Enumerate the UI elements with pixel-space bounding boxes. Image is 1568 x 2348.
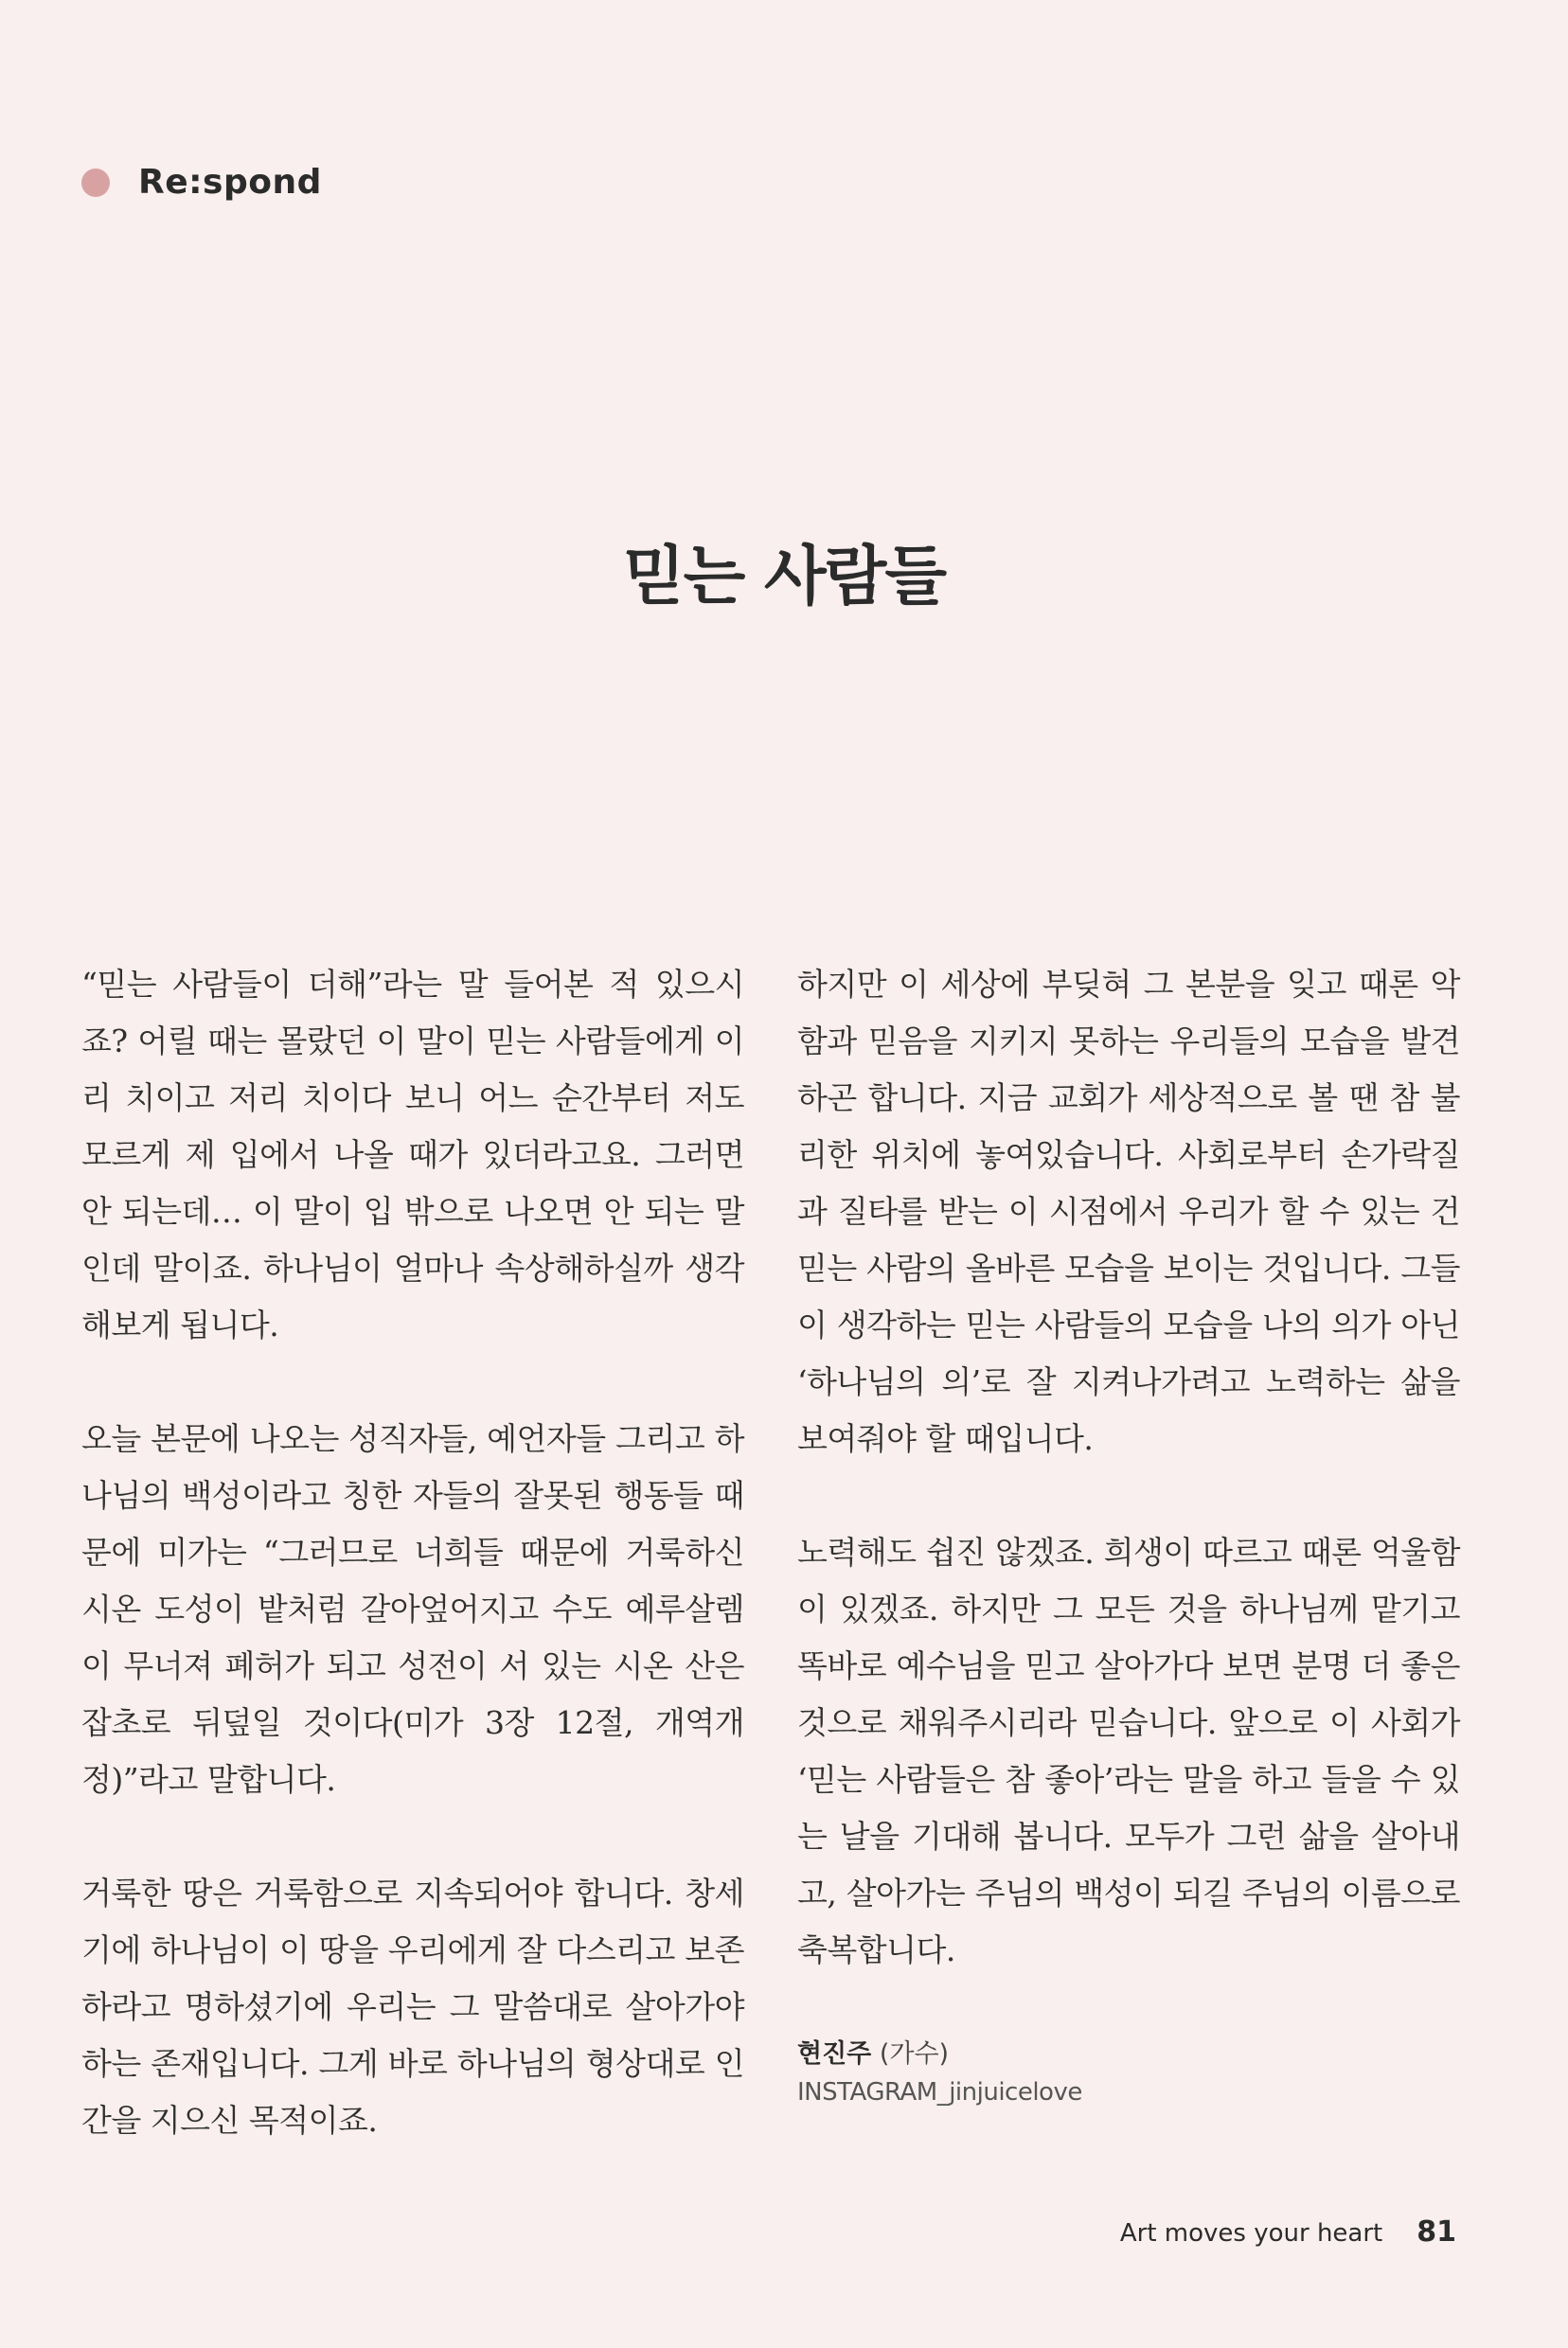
author-byline	[797, 2036, 1460, 2111]
section-dot-icon	[81, 169, 110, 197]
paragraph: 노력해도 쉽진 않겠죠. 희생이 따르고 때론 억울함이 있겠죠. 하지만 그 모든 것을 하나님께 맡기고 똑바로 예수님을 믿고 살아가다 보면 분명 더 좋은 것으로 채워주시리라 믿습니다. 앞으로 이 사회가 ‘믿는 사람들은 참 좋아’라는 말을 하고 들을 수 있는 날을 기대해 봅니다. 모두가 그런 삶을 살아내고, 살아가는 주님의 백성이 되길 주님의 이름으로 축복합니다.	[797, 1534, 1460, 1968]
paragraph: 하지만 이 세상에 부딪혀 그 본분을 잊고 때론 악함과 믿음을 지키지 못하는 우리들의 모습을 발견하곤 합니다. 지금 교회가 세상적으로 볼 땐 참 불리한 위치에 놓여있습니다. 사회로부터 손가락질과 질타를 받는 이 시점에서 우리가 할 수 있는 건 믿는 사람의 올바른 모습을 보이는 것입니다. 그들이 생각하는 믿는 사람들의 모습을 나의 의가 아닌 ‘하나님의 의’로 잘 지켜나가려고 노력하는 삶을 보여줘야 할 때입니다.	[797, 966, 1460, 1457]
paragraph: 오늘 본문에 나오는 성직자들, 예언자들 그리고 하나님의 백성이라고 칭한 자들의 잘못된 행동들 때문에 미가는 “그러므로 너희들 때문에 거룩하신 시온 도성이 밭처럼 갈아엎어지고 수도 예루살렘이 무너져 폐허가 되고 성전이 서 있는 시온 산은 잡초로 뒤덮일 것이다(미가 3장 12절, 개역개정)”라고 말합니다.	[81, 1420, 744, 1798]
page-footer	[1120, 2215, 1456, 2249]
section-tag	[81, 163, 322, 202]
left-column	[81, 956, 744, 2206]
section-label: Re:spond	[138, 163, 322, 202]
paragraph: 거룩한 땅은 거룩함으로 지속되어야 합니다. 창세기에 하나님이 이 땅을 우리에게 잘 다스리고 보존하라고 명하셨기에 우리는 그 말씀대로 살아가야 하는 존재입니다. 그게 바로 하나님의 형상대로 인간을 지으신 목적이죠.	[81, 1875, 744, 2139]
footer-slogan: Art moves your heart	[1119, 2219, 1383, 2248]
paragraph: “믿는 사람들이 더해”라는 말 들어본 적 있으시죠? 어릴 때는 몰랐던 이 말이 믿는 사람들에게 이리 치이고 저리 치이다 보니 어느 순간부터 저도 모르게 제 입에서 나올 때가 있더라고요. 그러면 안 되는데… 이 말이 입 밖으로 나오면 안 되는 말인데 말이죠. 하나님이 얼마나 속상해하실까 생각해보게 됩니다.	[81, 966, 744, 1343]
author-name: 현진주	[797, 2039, 872, 2069]
page-number: 81	[1417, 2215, 1456, 2249]
author-name-row	[797, 2036, 1460, 2073]
right-column	[797, 956, 1460, 2111]
author-instagram: INSTAGRAM_jinjuicelove	[797, 2078, 1082, 2107]
page-title: 믿는 사람들	[622, 540, 946, 614]
author-role: (가수)	[879, 2039, 950, 2069]
